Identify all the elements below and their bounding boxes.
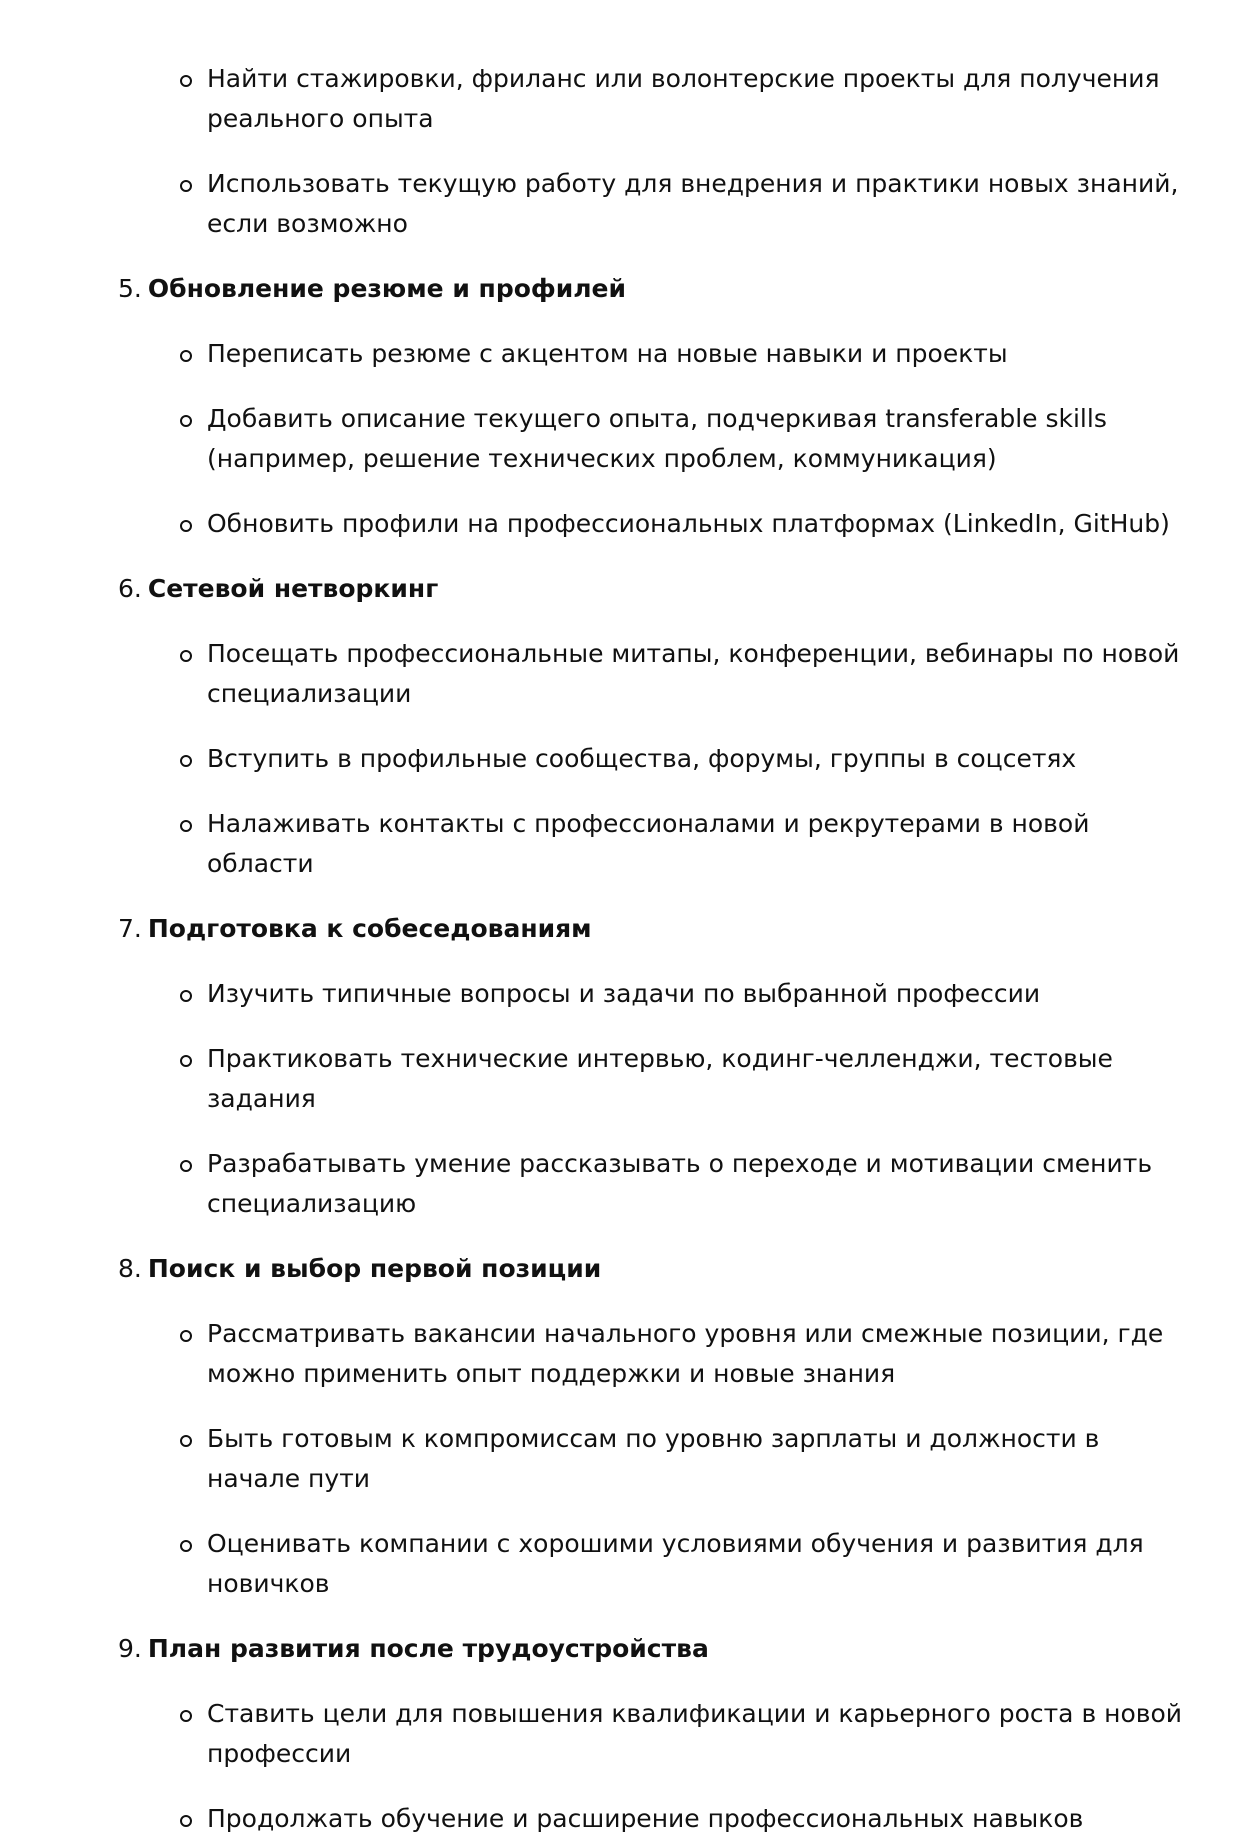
list-item bbox=[118, 504, 1199, 544]
list-item bbox=[118, 974, 1199, 1014]
hollow-bullet-icon bbox=[180, 350, 192, 362]
list-item-text: Рассматривать вакансии начального уровня или смежные позиции, где можно применить опыт поддержки и новые знания bbox=[207, 1319, 1164, 1388]
section-development-plan bbox=[118, 1629, 1199, 1839]
hollow-bullet-icon bbox=[180, 180, 192, 192]
hollow-bullet-icon bbox=[180, 650, 192, 662]
section-continuation bbox=[118, 59, 1199, 244]
section-interview-prep bbox=[118, 909, 1199, 1224]
section-number: 7. bbox=[118, 914, 142, 943]
bullet-list bbox=[118, 974, 1199, 1224]
section-networking bbox=[118, 569, 1199, 884]
list-item bbox=[118, 1039, 1199, 1119]
list-item-text: Быть готовым к компромиссам по уровню зарплаты и должности в начале пути bbox=[207, 1424, 1100, 1493]
list-item bbox=[118, 1419, 1199, 1499]
hollow-bullet-icon bbox=[180, 1160, 192, 1172]
hollow-bullet-icon bbox=[180, 1815, 192, 1827]
hollow-bullet-icon bbox=[180, 1435, 192, 1447]
list-item-text: Добавить описание текущего опыта, подчеркивая transferable skills (например, решение технических проблем, коммуникация) bbox=[207, 404, 1107, 473]
list-item bbox=[118, 1524, 1199, 1604]
list-item bbox=[118, 1314, 1199, 1394]
list-item-text: Использовать текущую работу для внедрения и практики новых знаний, если возможно bbox=[207, 169, 1179, 238]
section-heading bbox=[118, 569, 1199, 609]
hollow-bullet-icon bbox=[180, 75, 192, 87]
list-item bbox=[118, 59, 1199, 139]
list-item bbox=[118, 634, 1199, 714]
section-resume-update bbox=[118, 269, 1199, 544]
bullet-list bbox=[118, 1694, 1199, 1839]
hollow-bullet-icon bbox=[180, 755, 192, 767]
section-number: 6. bbox=[118, 574, 142, 603]
list-item-text: Налаживать контакты с профессионалами и рекрутерами в новой области bbox=[207, 809, 1090, 878]
section-job-search bbox=[118, 1249, 1199, 1604]
section-number: 5. bbox=[118, 274, 142, 303]
bullet-list bbox=[118, 634, 1199, 884]
bullet-list bbox=[118, 1314, 1199, 1604]
list-item bbox=[118, 1799, 1199, 1839]
section-number: 9. bbox=[118, 1634, 142, 1663]
list-item-text: Разрабатывать умение рассказывать о переходе и мотивации сменить специализацию bbox=[207, 1149, 1153, 1218]
section-heading bbox=[118, 1629, 1199, 1669]
list-item bbox=[118, 804, 1199, 884]
hollow-bullet-icon bbox=[180, 1540, 192, 1552]
hollow-bullet-icon bbox=[180, 1330, 192, 1342]
section-title: Обновление резюме и профилей bbox=[147, 274, 626, 303]
section-heading bbox=[118, 269, 1199, 309]
hollow-bullet-icon bbox=[180, 1055, 192, 1067]
list-item bbox=[118, 334, 1199, 374]
hollow-bullet-icon bbox=[180, 520, 192, 532]
section-heading bbox=[118, 909, 1199, 949]
section-title: План развития после трудоустройства bbox=[147, 1634, 709, 1663]
list-item bbox=[118, 1694, 1199, 1774]
list-item-text: Обновить профили на профессиональных платформах (LinkedIn, GitHub) bbox=[207, 509, 1170, 538]
list-item bbox=[118, 1144, 1199, 1224]
hollow-bullet-icon bbox=[180, 820, 192, 832]
bullet-list bbox=[118, 334, 1199, 544]
list-item bbox=[118, 399, 1199, 479]
section-title: Поиск и выбор первой позиции bbox=[147, 1254, 602, 1283]
section-title: Сетевой нетворкинг bbox=[147, 574, 439, 603]
section-number: 8. bbox=[118, 1254, 142, 1283]
bullet-list bbox=[118, 59, 1199, 244]
list-item-text: Продолжать обучение и расширение профессиональных навыков bbox=[207, 1804, 1084, 1833]
hollow-bullet-icon bbox=[180, 415, 192, 427]
section-heading bbox=[118, 1249, 1199, 1289]
list-item bbox=[118, 164, 1199, 244]
list-item bbox=[118, 739, 1199, 779]
section-title: Подготовка к собеседованиям bbox=[147, 914, 592, 943]
list-item-text: Посещать профессиональные митапы, конференции, вебинары по новой специализации bbox=[207, 639, 1180, 708]
list-item-text: Оценивать компании с хорошими условиями обучения и развития для новичков bbox=[207, 1529, 1144, 1598]
list-item-text: Найти стажировки, фриланс или волонтерские проекты для получения реального опыта bbox=[207, 64, 1160, 133]
list-item-text: Изучить типичные вопросы и задачи по выбранной профессии bbox=[207, 979, 1041, 1008]
list-item-text: Ставить цели для повышения квалификации и карьерного роста в новой профессии bbox=[207, 1699, 1183, 1768]
list-item-text: Переписать резюме с акцентом на новые навыки и проекты bbox=[207, 339, 1008, 368]
hollow-bullet-icon bbox=[180, 990, 192, 1002]
list-item-text: Вступить в профильные сообщества, форумы, группы в соцсетях bbox=[207, 744, 1077, 773]
list-item-text: Практиковать технические интервью, кодинг-челленджи, тестовые задания bbox=[207, 1044, 1113, 1113]
hollow-bullet-icon bbox=[180, 1710, 192, 1722]
